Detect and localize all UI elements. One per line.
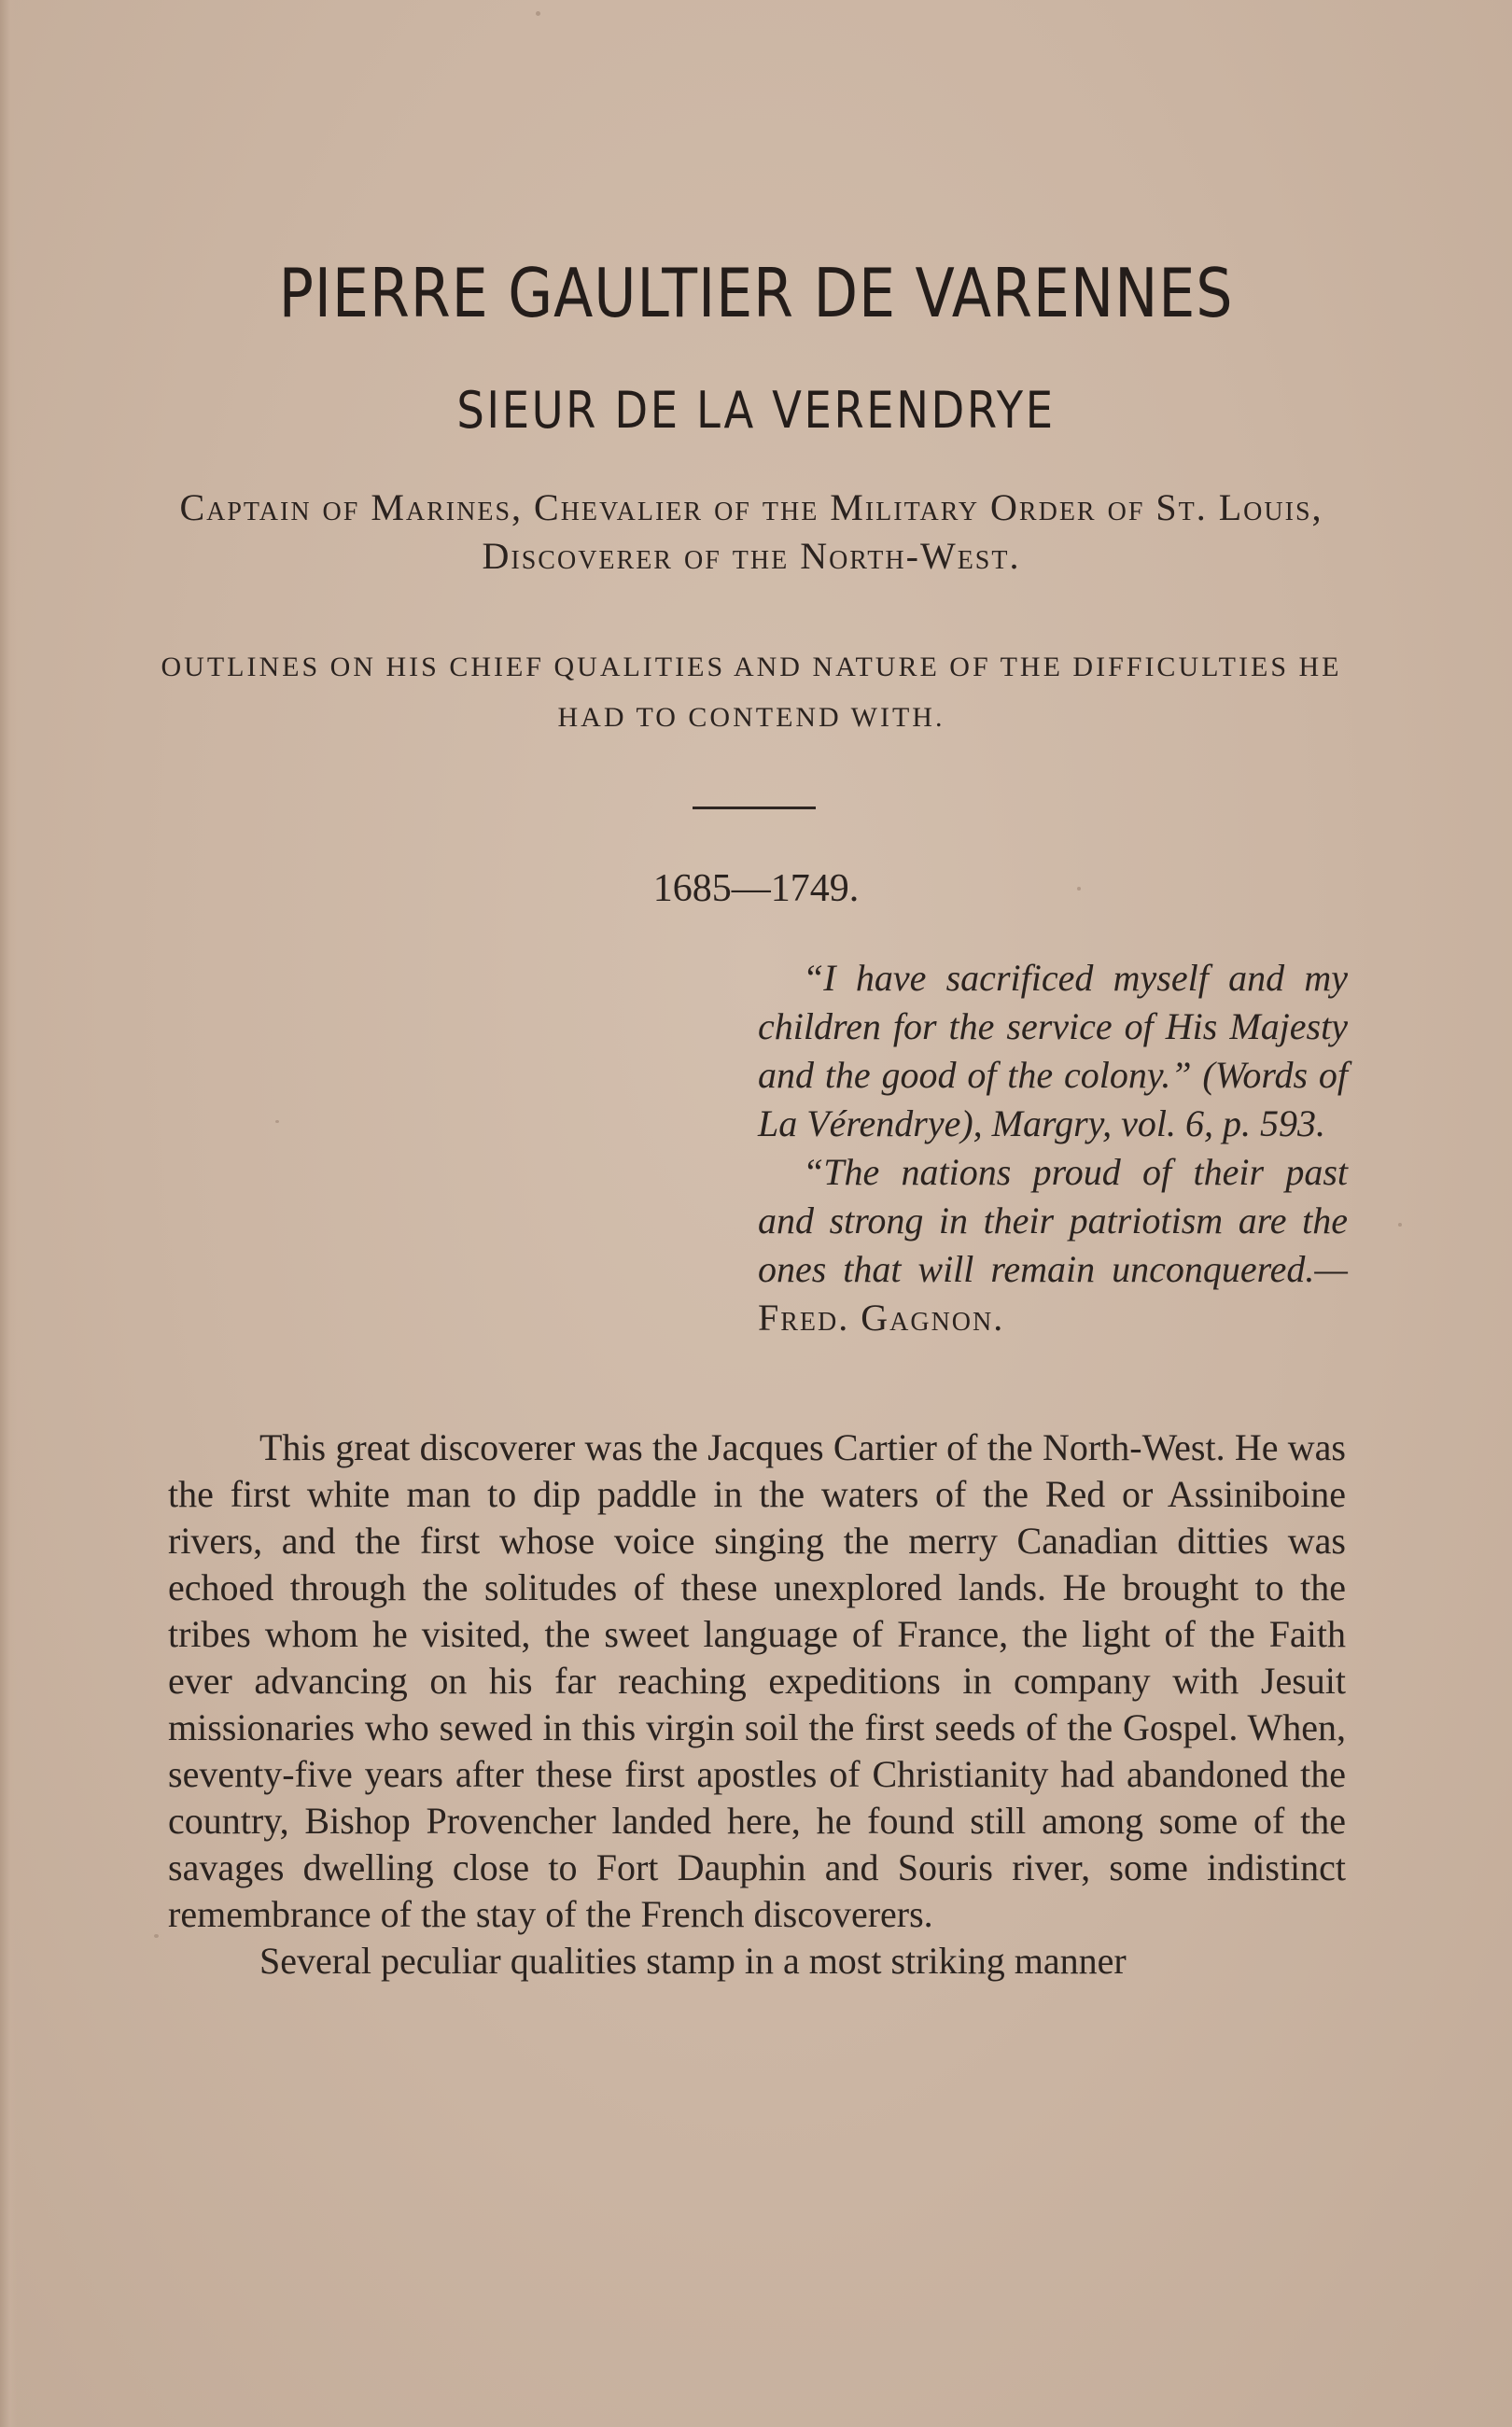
paper-speck [275,1120,279,1123]
epigraph-quote-gagnon [758,1148,1348,1342]
life-dates: 1685—1749. [652,867,860,910]
honorific-line: Captain of Marines, Chevalier of the Military Order of St. Louis, Discoverer of the North-West. [179,486,1323,577]
body-text [168,1424,1346,1985]
paper-left-edge [0,0,17,2427]
section-rule [693,807,816,809]
epigraph-author: Fred. Gagnon. [758,1297,1005,1339]
paper-speck [154,1934,159,1938]
paragraph-1: This great discoverer was the Jacques Cartier of the North-West. He was the first white man to dip paddle in the waters of the Red or Assiniboine rivers, and the first whose voice singing the merry Canadian ditties was echoed through the solitudes of these unexplored lands. He brought to the tribes whom he visited, the sweet language of France, the light of the Faith ever advancing on his far reaching expeditions in company with Jesuit missionaries who sewed in this virgin soil the first seeds of the Gospel. When, seventy-five years after these first apostles of Christianity had abandoned the country, Bishop Provencher landed here, he found still among some of the savages dwelling close to Fort Dauphin and Souris river, some indistinct remembrance of the stay of the French discoverers. [168,1426,1346,1935]
document-title: PIERRE GAULTIER DE VARENNES [278,254,1234,332]
document-subtitle: SIEUR DE LA VERENDRYE [456,381,1056,440]
outline-description: OUTLINES ON HIS CHIEF QUALITIES AND NATURE OF THE DIFFICULTIES HE HAD TO CONTEND WITH. [161,652,1342,733]
epigraph-quote-gagnon-text: “The nations proud of their past and strong in their patriotism are the ones that will remain unconquered.— [758,1151,1348,1290]
paper-speck [536,11,540,16]
paper-speck [1398,1223,1402,1227]
epigraph [758,954,1348,1342]
epigraph-quote-verendrye: “I have sacrificed myself and my children for the service of His Majesty and the good of the colony.” (Words of La Vérendrye), Margry, vol. 6, p. 593. [758,957,1348,1144]
paragraph-2: Several peculiar qualities stamp in a most striking manner [259,1940,1127,1982]
